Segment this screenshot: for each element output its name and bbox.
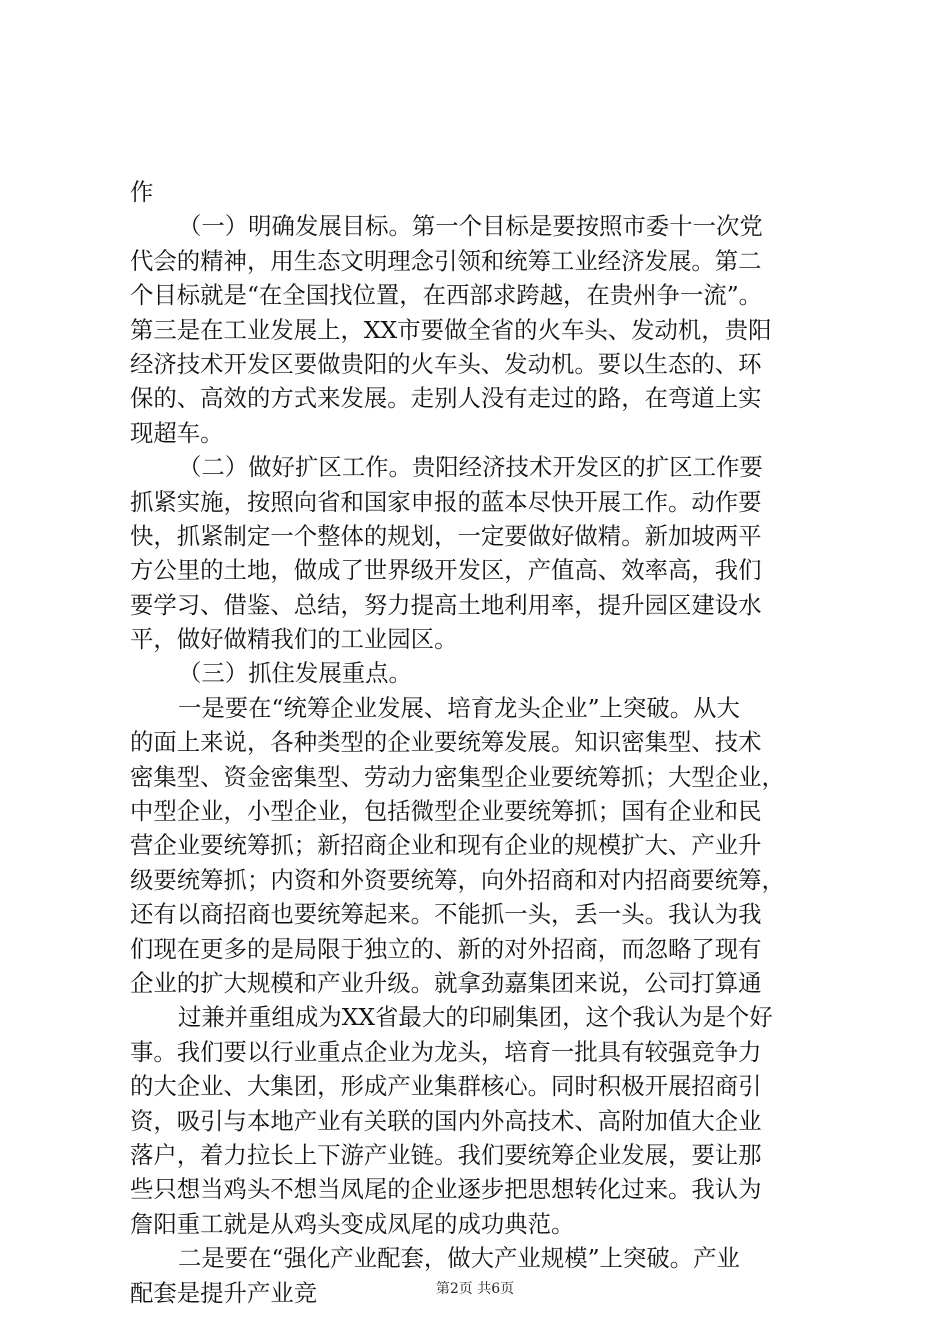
text-line: 中型企业，小型企业，包括微型企业要统筹抓；国有企业和民 <box>130 797 762 826</box>
text-line: 平，做好做精我们的工业园区。 <box>130 625 458 654</box>
text-line: 落户，着力拉长上下游产业链。我们要统筹企业发展，要让那 <box>130 1140 762 1169</box>
text-line: 方公里的土地，做成了世界级开发区，产值高、效率高，我们 <box>130 556 762 585</box>
text-line: 的面上来说，各种类型的企业要统筹发展。知识密集型、技术 <box>130 728 762 757</box>
text-line: 级要统筹抓；内资和外资要统筹，向外招商和对内招商要统筹， <box>130 865 785 894</box>
text-line: 企业的扩大规模和产业升级。就拿劲嘉集团来说，公司打算通 <box>130 968 762 997</box>
text-line: 们现在更多的是局限于独立的、新的对外招商，而忽略了现有 <box>130 934 762 963</box>
text-line: 抓紧实施，按照向省和国家申报的蓝本尽快开展工作。动作要 <box>130 487 762 516</box>
text-line: （二）做好扩区工作。贵阳经济技术开发区的扩区工作要 <box>178 453 763 482</box>
text-line: 要学习、借鉴、总结，努力提高土地利用率，提升园区建设水 <box>130 590 762 619</box>
text-line: 过兼并重组成为XX省最大的印刷集团，这个我认为是个好 <box>178 1003 773 1032</box>
text-line: 作 <box>130 178 154 206</box>
text-line: 代会的精神，用生态文明理念引领和统筹工业经济发展。第二 <box>130 246 762 275</box>
page-footer: 第2页 共6页 <box>435 1281 515 1297</box>
text-line: 的大企业、大集团，形成产业集群核心。同时积极开展招商引 <box>130 1072 762 1101</box>
text-line: 些只想当鸡头不想当凤尾的企业逐步把思想转化过来。我认为 <box>130 1175 762 1204</box>
text-line: 经济技术开发区要做贵阳的火车头、发动机。要以生态的、环 <box>130 349 762 378</box>
text-line: 快，抓紧制定一个整体的规划，一定要做好做精。新加坡两平 <box>130 521 762 550</box>
text-line: 资，吸引与本地产业有关联的国内外高技术、高附加值大企业 <box>130 1106 762 1135</box>
text-line: （一）明确发展目标。第一个目标是要按照市委十一次党 <box>178 212 763 241</box>
text-line: 第三是在工业发展上，XX市要做全省的火车头、发动机，贵阳 <box>130 315 772 344</box>
text-line: 一是要在“统筹企业发展、培育龙头企业”上突破。从大 <box>178 693 740 722</box>
text-line: 还有以商招商也要统筹起来。不能抓一头，丢一头。我认为我 <box>130 900 762 929</box>
text-line: 配套是提升产业竞 <box>130 1278 318 1307</box>
text-line: 密集型、资金密集型、劳动力密集型企业要统筹抓；大型企业， <box>130 762 785 791</box>
text-line: 事。我们要以行业重点企业为龙头，培育一批具有较强竞争力 <box>130 1037 762 1066</box>
text-line: 保的、高效的方式来发展。走别人没有走过的路，在弯道上实 <box>130 384 762 413</box>
text-line: （三）抓住发展重点。 <box>178 659 412 688</box>
text-line: 二是要在“强化产业配套，做大产业规模”上突破。产业 <box>178 1244 740 1273</box>
text-line: 现超车。 <box>130 418 224 447</box>
text-line: 詹阳重工就是从鸡头变成凤尾的成功典范。 <box>130 1209 575 1238</box>
document-body <box>130 175 830 1310</box>
text-line: 营企业要统筹抓；新招商企业和现有企业的规模扩大、产业升 <box>130 831 762 860</box>
text-line: 个目标就是“在全国找位置，在西部求跨越，在贵州争一流”。 <box>130 281 763 310</box>
